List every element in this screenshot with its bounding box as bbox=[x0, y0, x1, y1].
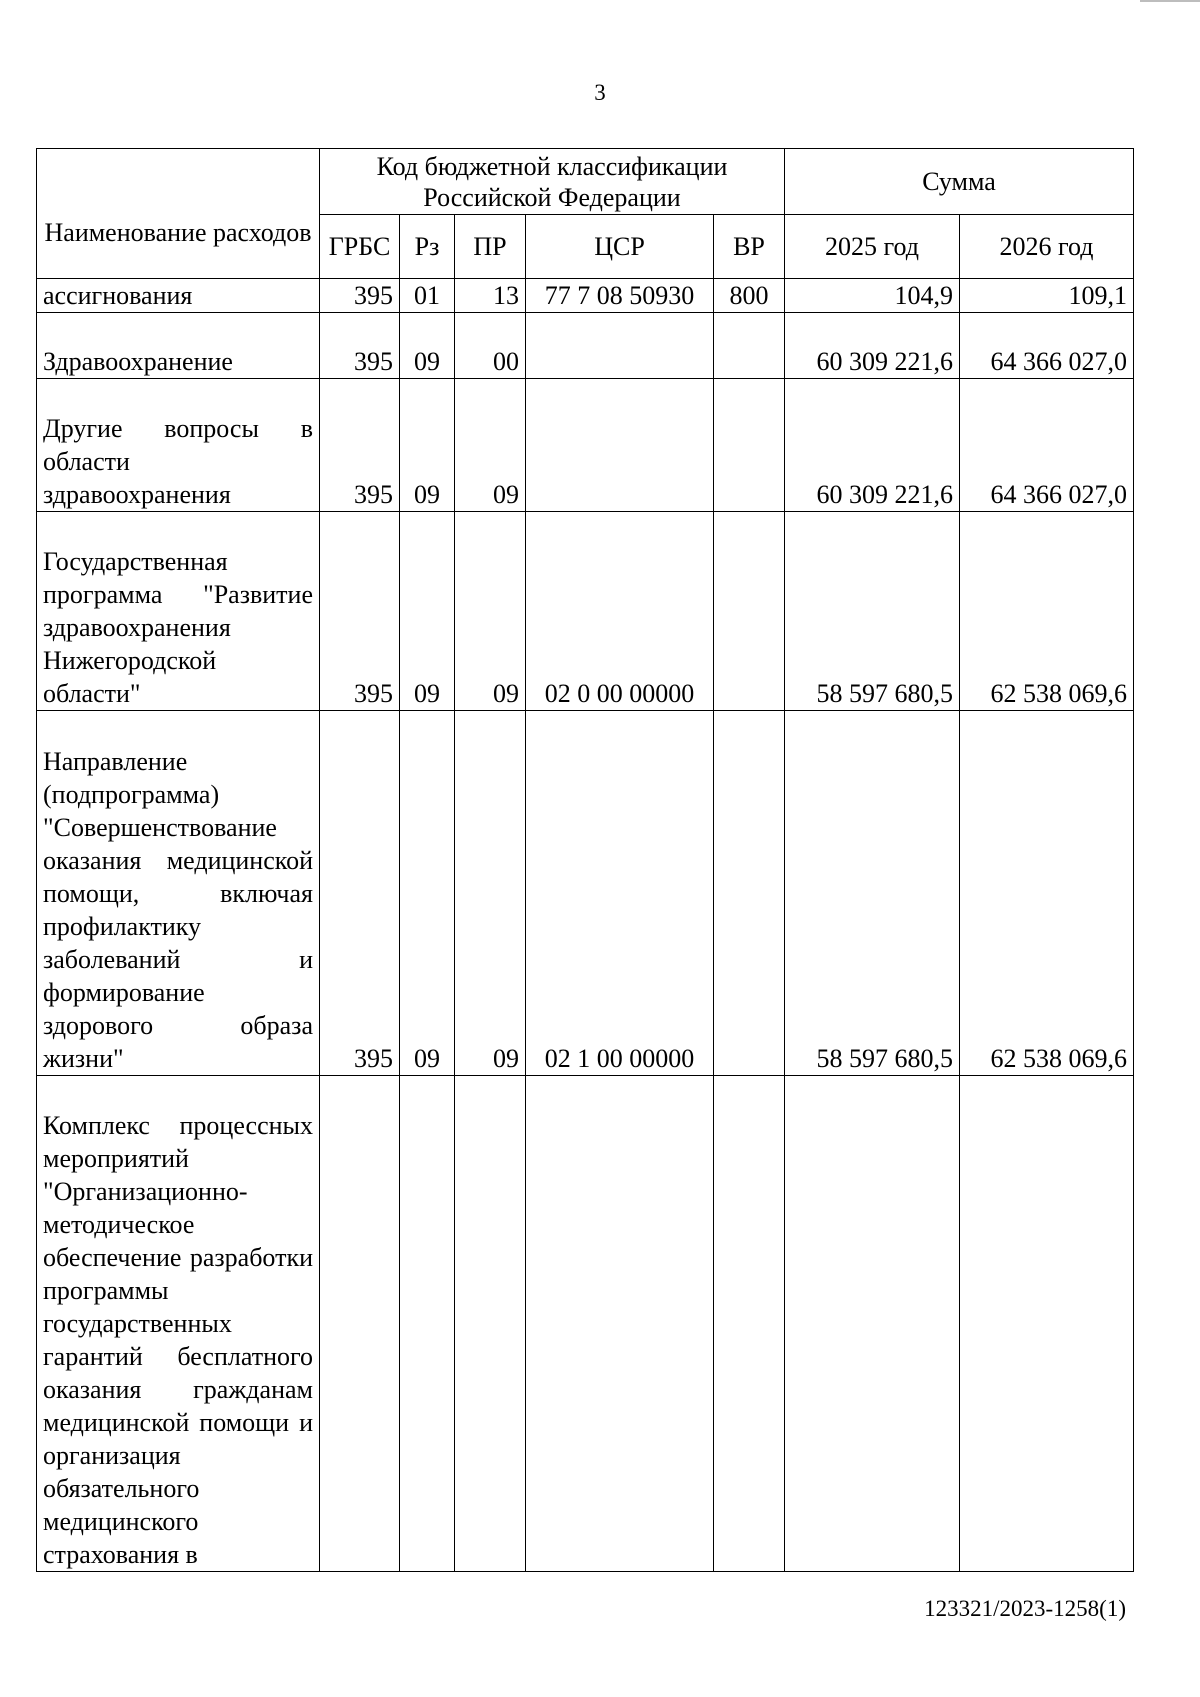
top-edge-mark bbox=[1140, 0, 1200, 2]
row-sum-2025: 60 309 221,6 bbox=[785, 379, 960, 512]
row-sum-2026 bbox=[960, 1076, 1134, 1572]
table-row bbox=[37, 379, 1134, 512]
row-csr bbox=[526, 1076, 714, 1572]
row-sum-2026: 62 538 069,6 bbox=[960, 711, 1134, 1076]
row-grbs: 395 bbox=[320, 512, 400, 711]
row-sum-2025: 104,9 bbox=[785, 279, 960, 313]
row-pr bbox=[455, 1076, 526, 1572]
row-vr bbox=[714, 1076, 785, 1572]
row-vr bbox=[714, 711, 785, 1076]
header-sum-group: Сумма bbox=[785, 149, 1134, 215]
table-row bbox=[37, 512, 1134, 711]
header-pr: ПР bbox=[455, 215, 526, 279]
row-sum-2025: 60 309 221,6 bbox=[785, 313, 960, 379]
row-name: Комплекс процессных мероприятий "Организационно-методическое обеспечение разработки программы государственных гарантий бесплатного оказания гражданам медицинской помощи и организация обязательного медицинского страхования в bbox=[37, 1076, 320, 1572]
header-csr: ЦСР bbox=[526, 215, 714, 279]
row-pr: 00 bbox=[455, 313, 526, 379]
row-name: Направление (подпрограмма) "Совершенствование оказания медицинской помощи, включая профилактику заболеваний и формирование здорового образа жизни" bbox=[37, 711, 320, 1076]
header-grbs: ГРБС bbox=[320, 215, 400, 279]
row-sum-2025: 58 597 680,5 bbox=[785, 711, 960, 1076]
row-rz bbox=[400, 1076, 455, 1572]
header-name: Наименование расходов bbox=[37, 149, 320, 279]
row-vr bbox=[714, 313, 785, 379]
row-name: Государственная программа "Развитие здравоохранения Нижегородской области" bbox=[37, 512, 320, 711]
header-rz: Рз bbox=[400, 215, 455, 279]
row-grbs: 395 bbox=[320, 711, 400, 1076]
header-code-group: Код бюджетной классификации Российской Федерации bbox=[320, 149, 785, 215]
row-name: Здравоохранение bbox=[37, 313, 320, 379]
row-sum-2026: 62 538 069,6 bbox=[960, 512, 1134, 711]
row-name: Другие вопросы в области здравоохранения bbox=[37, 379, 320, 512]
row-sum-2026: 64 366 027,0 bbox=[960, 379, 1134, 512]
row-csr bbox=[526, 313, 714, 379]
row-vr bbox=[714, 512, 785, 711]
header-year-2026: 2026 год bbox=[960, 215, 1134, 279]
row-sum-2026: 109,1 bbox=[960, 279, 1134, 313]
row-rz: 09 bbox=[400, 379, 455, 512]
row-pr: 09 bbox=[455, 512, 526, 711]
row-pr: 09 bbox=[455, 379, 526, 512]
header-vr: ВР bbox=[714, 215, 785, 279]
row-grbs: 395 bbox=[320, 279, 400, 313]
row-csr bbox=[526, 379, 714, 512]
row-pr: 13 bbox=[455, 279, 526, 313]
header-year-2025: 2025 год bbox=[785, 215, 960, 279]
row-grbs: 395 bbox=[320, 313, 400, 379]
row-sum-2025: 58 597 680,5 bbox=[785, 512, 960, 711]
table-row bbox=[37, 1076, 1134, 1572]
document-number: 123321/2023-1258(1) bbox=[924, 1596, 1126, 1621]
row-grbs bbox=[320, 1076, 400, 1572]
row-name: ассигнования bbox=[37, 279, 320, 313]
table-row bbox=[37, 313, 1134, 379]
row-pr: 09 bbox=[455, 711, 526, 1076]
budget-table bbox=[36, 148, 1134, 1572]
row-rz: 09 bbox=[400, 512, 455, 711]
table-row bbox=[37, 279, 1134, 313]
row-rz: 09 bbox=[400, 313, 455, 379]
row-vr: 800 bbox=[714, 279, 785, 313]
page-number: 3 bbox=[594, 80, 606, 105]
row-csr: 77 7 08 50930 bbox=[526, 279, 714, 313]
row-csr: 02 0 00 00000 bbox=[526, 512, 714, 711]
row-csr: 02 1 00 00000 bbox=[526, 711, 714, 1076]
row-sum-2026: 64 366 027,0 bbox=[960, 313, 1134, 379]
row-rz: 09 bbox=[400, 711, 455, 1076]
row-rz: 01 bbox=[400, 279, 455, 313]
row-grbs: 395 bbox=[320, 379, 400, 512]
row-sum-2025 bbox=[785, 1076, 960, 1572]
table-row bbox=[37, 711, 1134, 1076]
row-vr bbox=[714, 379, 785, 512]
